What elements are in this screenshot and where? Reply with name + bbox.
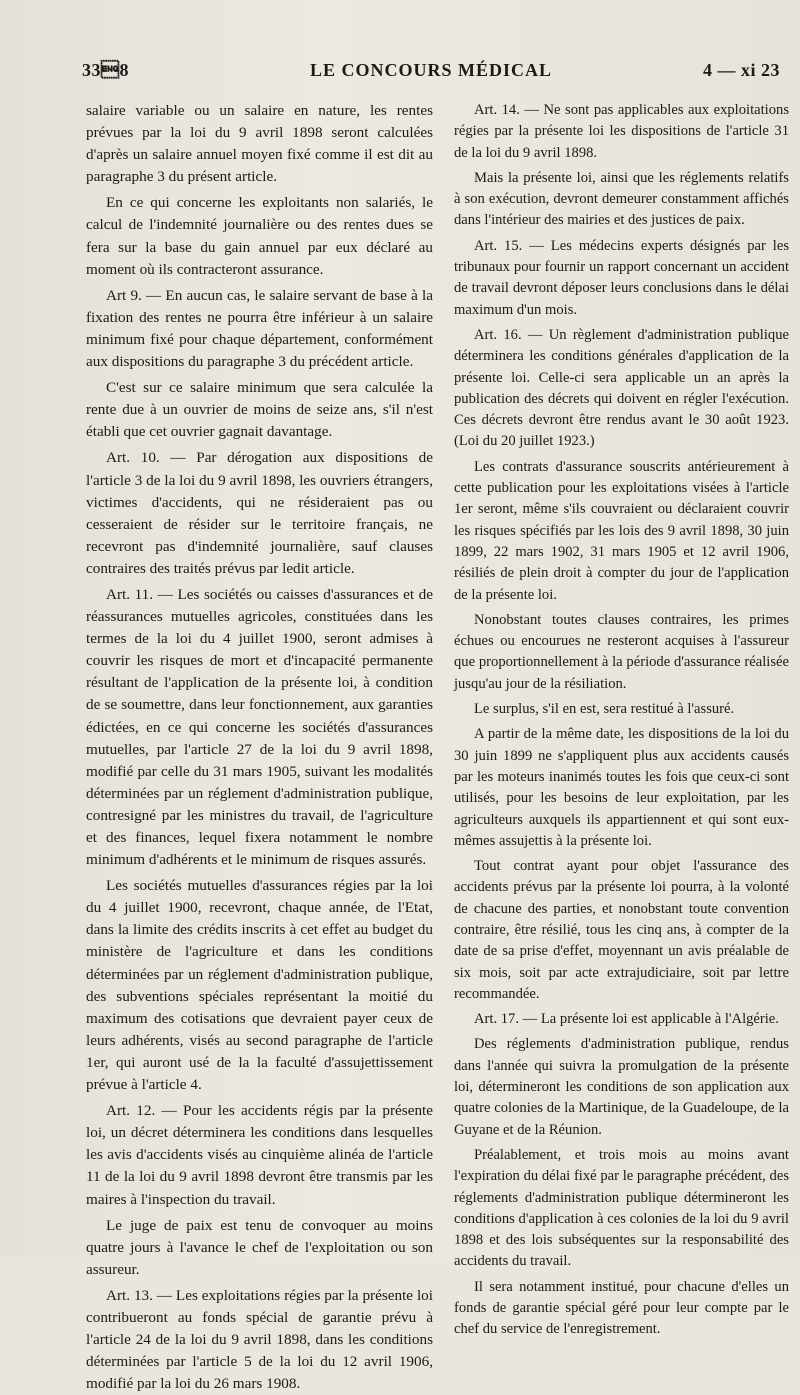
paragraph: C'est sur ce salaire minimum que sera calculée la rente due à un ouvrier de moins de seize ans, s'il n'est établi que cet ouvrier gagnait davantage.	[86, 379, 433, 441]
paragraph: Des réglements d'administration publique, rendus dans l'année qui suivra la promulgation de la présente loi, détermineront les conditions de son application aux quatre colonies de la Martinique, de la Guadeloupe, de la Guyane et de la Réunion.	[454, 1036, 789, 1138]
paragraph: salaire variable ou un salaire en nature, les rentes prévues par la loi du 9 avril 1898 seront calculées d'après un salaire annuel moyen fixé comme il est dit au paragraphe 3 du présent article.	[86, 102, 433, 186]
column-divider	[444, 100, 445, 1210]
paragraph: Art. 12. — Pour les accidents régis par la présente loi, un décret déterminera les conditions dans lesquelles les avis d'accidents visés au cinquième alinéa de l'article 11 de la loi du 9 avril 1898 devront être transmis par les maires à l'inspection du travail.	[86, 1102, 433, 1208]
paragraph: Le juge de paix est tenu de convoquer au moins quatre jours à l'avance le chef de l'exploitation ou son assureur.	[86, 1216, 433, 1278]
paragraph: Art. 15. — Les médecins experts désignés par les tribunaux pour fournir un rapport concernant un accident de travail devront déposer leurs conclusions dans le délai maximum d'un mois.	[454, 237, 789, 318]
left-column	[86, 100, 433, 1393]
paragraph: Art. 14. — Ne sont pas applicables aux exploitations régies par la présente loi les dispositions de l'article 31 de la loi du 9 avril 1898.	[454, 102, 789, 161]
paragraph: A partir de la même date, les dispositions de la loi du 30 juin 1899 ne s'appliquent plus aux accidents causés par les moteurs inanimés toutes les fois que ceux-ci sont utilisés, pour les besoins de leur exploitation, par les agriculteurs auxquels ils appartiennent et qui sont eux-mêmes assujettis à la présente loi.	[454, 726, 789, 849]
issue-date: 4 — xi 23	[702, 60, 780, 80]
paragraph: Les contrats d'assurance souscrits antérieurement à cette publication pour les exploitations visées à l'article 1er seront, même s'ils couvraient ou déclaraient couvrir les risques spécifiés par les lois des 9 avril 1898, 30 juin 1899, 22 mars 1902, 31 mars 1905 et 12 avril 1906, résiliés de plein droit à compter du jour de l'application de la présente loi.	[454, 458, 789, 603]
paragraph: Art. 17. — La présente loi est applicable à l'Algérie.	[474, 1011, 779, 1028]
paragraph: Les sociétés mutuelles d'assurances régies par la loi du 4 juillet 1900, recevront, chaque année, de l'Etat, dans la limite des crédits inscrits à cet effet au budget du ministère de l'agriculture et dans les conditions déterminées par un réglement d'administration publique, des subventions spéciales représentant la moitié du maximum des cotisations que devraient payer ceux de leurs adhérents, visés au second paragraphe de l'article 1er, qui auront usé de la la faculté d'assujettissement prévue à l'article 4.	[86, 877, 433, 1094]
paragraph: Il sera notamment institué, pour chacune d'elles un fonds de garantie spécial géré pour leur compte par le chef du service de l'enregistrement.	[454, 1278, 789, 1338]
paragraph: Art. 10. — Par dérogation aux dispositions de l'article 3 de la loi du 9 avril 1898, les ouvriers étrangers, victimes d'accidents, qui ne résideraient pas ou cesseraient de résider sur le territoire français, ne recevront pas d'indemnité journalière, sauf clauses contraires des traités prévus par ledit article.	[86, 449, 433, 577]
paragraph: Art. 11. — Les sociétés ou caisses d'assurances et de réassurances mutuelles agricoles, constituées dans les termes de la loi du 4 juillet 1900, seront admises à couvrir les risques de mort et d'incapacité permanente résultant de l'application de la présente loi, à condition de se soumettre, dans leur fonctionnement, aux garanties édictées, en ce qui concerne les sociétés d'assurances mutuelles, par l'article 27 de la loi du 9 avril 1898, modifié par celle du 31 mars 1905, suivant les modalités déterminées par un réglement d'administration publique, contresigné par les ministres du travail, de l'agriculture et des finances, lequel fixera notamment le nombre minimum d'adhérents et le minimum de risques assurés.	[86, 585, 433, 869]
page-header	[82, 60, 780, 90]
paragraph: Art. 13. — Les exploitations régies par la présente loi contribueront au fonds spécial de garantie prévu à l'article 24 de la loi du 9 avril 1898, dans les conditions déterminées par l'article 5 de la loi du 12 avril 1906, modifié par la loi du 26 mars 1908.	[86, 1286, 433, 1393]
paragraph: Le surplus, s'il en est, sera restitué à l'assuré.	[474, 701, 735, 718]
paragraph: En ce qui concerne les exploitants non salariés, le calcul de l'indemnité journalière ou des rentes dues se fera sur la base du gain annuel par eux déclaré au moment où ils contracteront assurance.	[86, 194, 433, 278]
page-number: 338	[82, 60, 129, 80]
paragraph: Art. 16. — Un règlement d'administration publique déterminera les conditions générales d'application de la présente loi. Celle-ci sera applicable un an après la publication des décrets qui doivent en régler l'exécution. Ces décrets devront être rendus avant le 30 août 1923. (Loi du 20 juillet 1923.)	[454, 326, 789, 450]
paragraph: Art 9. — En aucun cas, le salaire servant de base à la fixation des rentes ne pourra être inférieur à un salaire minimum fixé pour chaque département, conformément aux dispositions du paragraphe 3 du précédent article.	[86, 286, 433, 371]
journal-title: LE CONCOURS MÉDICAL	[309, 60, 553, 80]
paragraph: Nonobstant toutes clauses contraires, les primes échues ou encourues ne resteront acquises à l'assureur que proportionnellement à la période d'assurance réalisée jusqu'au jour de la résiliation.	[454, 611, 789, 692]
paragraph: Préalablement, et trois mois au moins avant l'expiration du délai fixé par le paragraphe précédent, des réglements d'administration publique détermineront les conditions d'application à ces colonies de la loi du 9 avril 1898 et des lois subséquentes sur la responsabilité des accidents du travail.	[454, 1146, 789, 1270]
right-column	[454, 100, 789, 1338]
paragraph: Mais la présente loi, ainsi que les réglements relatifs à son exécution, devront demeurer constamment affichés dans l'intérieur des mairies et des justices de paix.	[454, 169, 789, 229]
paragraph: Tout contrat ayant pour objet l'assurance des accidents prévus par la présente loi pourra, à la volonté de chacune des parties, et nonobstant toute convention contraire, être résilié, tous les cinq ans, à compter de la date de sa prise d'effet, moyennant un avis préalable de six mois, soit par acte extrajudiciaire, soit par lettre recommandée.	[454, 858, 789, 1002]
